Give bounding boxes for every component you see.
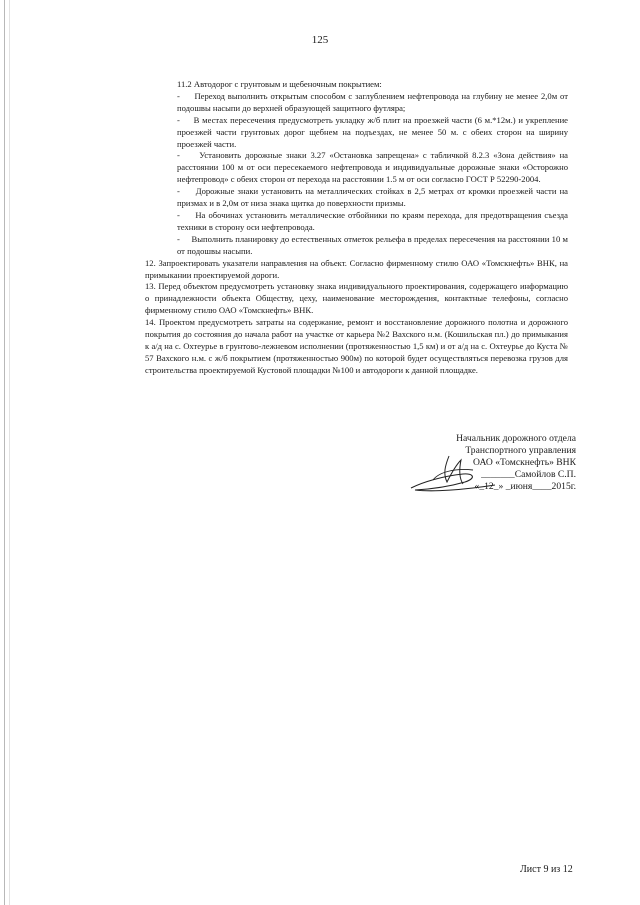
date-day: «_12_» — [474, 480, 504, 492]
numbered-item: 14. Проектом предусмотреть затраты на содержание, ремонт и восстановление дорожного полотна и дорожного покрытия до состояния до начала работ на участке от карьера №2 Вахского н.м. (Кошильская пл.) до примыкания к а/д на с. Охтеурье в грунтово-лежневом исполнении (протяженностью 1,5 км) и от а/д на с. Охтеурье до Куста № 57 Вахского н.м. с ж/б покрытием (протяженностью 900м) по которой будет осуществляться перевозка грузов для строительства проектируемой Кустовой площадки №100 и автодороги к данной площадке. — [145, 317, 568, 375]
signer-position: Начальник дорожного отдела — [456, 433, 576, 444]
subitem: - Переход выполнить открытым способом с заглублением нефтепровода на глубину не менее 2,0м от подошвы насыпи до верхней образующей защитного футляра; — [177, 90, 568, 113]
page-number: 125 — [311, 34, 329, 46]
signer-name: _______Самойлов С.П. — [481, 468, 576, 480]
subitem: - В местах пересечения предусмотреть укладку ж/б плит на проезжей части (6 м.*12м.) и укрепление проезжей части грунтовых дорог щебнем на подъездах, не менее 50 м. с обеих сторон на ширину проезжей части. — [177, 114, 568, 149]
subitem: - Дорожные знаки установить на металлических стойках в 2,5 метрах от кромки проезжей части на призмах и в 2,0м от низа знака щитка до поверхности призмы. — [177, 186, 568, 209]
numbered-item: 13. Перед объектом предусмотреть установку знака индивидуального проектирования, содержащего информацию о принадлежности объекта Обществу, цеху, наименование месторождения, контактные телефоны, согласно фирменному стилю ОАО «Томскнефть» ВНК. — [145, 281, 568, 316]
sheet-counter: Лист 9 из 12 — [520, 864, 573, 875]
subitem: - На обочинах установить металлические отбойники по краям перехода, для предотвращения съезда техники в сторону оси нефтепровода. — [177, 209, 568, 232]
numbered-items — [145, 258, 568, 377]
subitem: - Установить дорожные знаки 3.27 «Остановка запрещена» с табличкой 8.2.3 «Зона действия» на расстоянии 100 м от оси пересекаемого нефтепровода и индивидуальные дорожные знаки «Осторожно нефтепровод» с обеих сторон от перехода на расстоянии 1.5 м от оси согласно ГОСТ Р 52290-2004. — [177, 150, 568, 185]
signer-department: Транспортного управления — [465, 444, 576, 456]
date-year: ___2015г. — [537, 480, 576, 492]
section-heading: 11.2 Автодорог с грунтовым и щебеночным покрытием: — [177, 79, 382, 89]
scan-edge-line — [4, 0, 5, 905]
handwritten-signature — [403, 452, 499, 498]
numbered-item: 12. Запроектировать указатели направления на объект. Согласно фирменному стилю ОАО «Томскнефть» ВНК, на примыкании проектируемой дороги. — [145, 257, 568, 280]
signer-company: ОАО «Томскнефть» ВНК — [473, 456, 576, 468]
scan-edge-line-faint — [9, 0, 10, 905]
subitem: - Выполнить планировку до естественных отметок рельефа в пределах пересечения на расстоянии 10 м от подошвы насыпи. — [177, 233, 568, 256]
document-body — [145, 79, 568, 377]
date-month: _июня_ — [505, 480, 538, 492]
subitem-list — [145, 91, 568, 258]
